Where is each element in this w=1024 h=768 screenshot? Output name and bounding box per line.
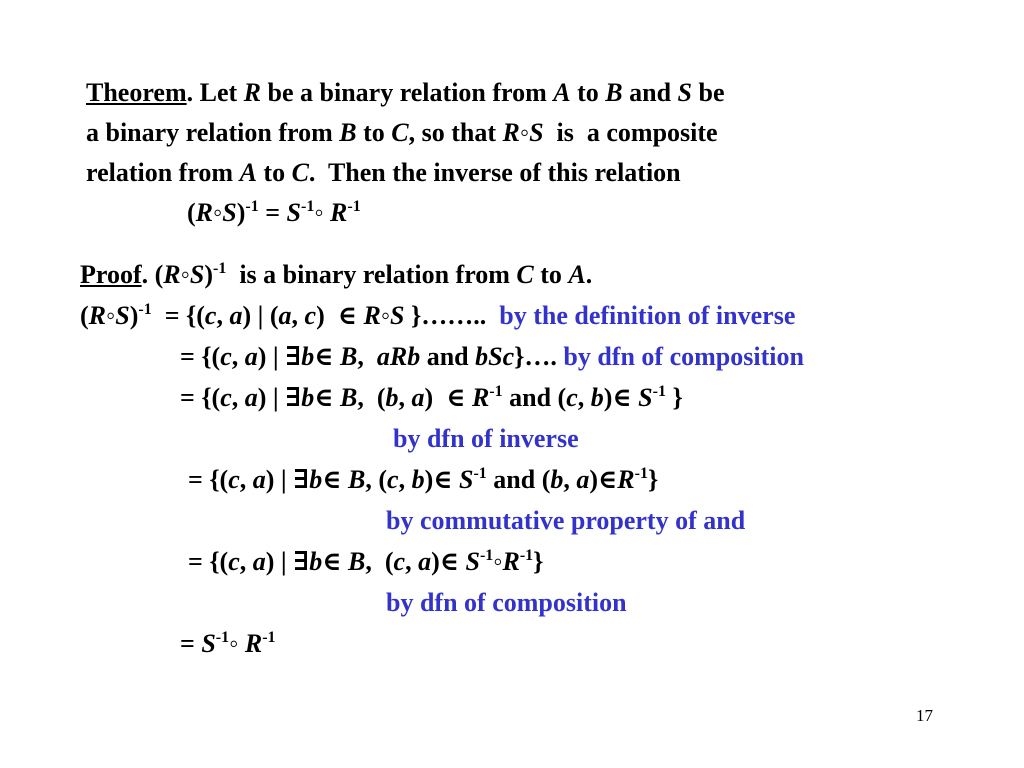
compose-op: ◦	[229, 629, 245, 658]
superscript: -1	[634, 465, 648, 482]
text: )	[236, 198, 246, 227]
var: R	[195, 198, 214, 227]
var: S	[189, 260, 205, 289]
text: }	[665, 383, 683, 412]
var: S	[677, 78, 693, 107]
var: a	[244, 342, 258, 371]
text: , (	[365, 547, 394, 576]
var: B	[340, 383, 358, 412]
text: .	[585, 260, 593, 289]
var: a	[252, 547, 266, 576]
var: a	[252, 465, 266, 494]
var: S	[458, 465, 474, 494]
var: c	[204, 301, 217, 330]
proof-line-1: Proof. (R◦S)$^{-1}$ is a binary relation from C to A.	[80, 260, 593, 289]
theorem-formula	[187, 196, 361, 230]
compose-op: ◦	[380, 301, 391, 330]
var: B	[605, 78, 623, 107]
text: is a composite	[543, 118, 718, 147]
var: S	[115, 301, 130, 330]
text: ) ∈	[316, 301, 364, 330]
var: B	[348, 547, 366, 576]
superscript: -1	[479, 547, 494, 564]
text: be	[692, 78, 725, 107]
superscript: -1	[473, 465, 487, 482]
var: a	[244, 383, 258, 412]
superscript: -1	[215, 629, 230, 646]
text: ,	[563, 465, 577, 494]
text: ) | ∃	[265, 547, 310, 576]
compose-op: ◦	[106, 301, 116, 330]
text: ,	[577, 383, 591, 412]
var: B	[340, 342, 358, 371]
compose-op: ◦	[180, 260, 190, 289]
var: B	[339, 118, 357, 147]
text: = {(	[188, 465, 229, 494]
superscript: -1	[519, 547, 534, 564]
text: ,	[231, 383, 245, 412]
text: ) | ∃	[265, 465, 310, 494]
text: ,	[231, 342, 245, 371]
var: a	[278, 301, 292, 330]
text: ,	[291, 301, 305, 330]
superscript: -1	[489, 383, 503, 400]
text: = {(	[180, 342, 221, 371]
var: b	[309, 465, 323, 494]
text: )∈	[589, 465, 618, 494]
text: and	[622, 78, 678, 107]
text: to	[570, 78, 606, 107]
text: = {(	[188, 547, 229, 576]
text: ) | (	[242, 301, 279, 330]
compose-op: ◦	[493, 547, 503, 576]
step-2-reason: by dfn of composition	[563, 342, 804, 371]
text: relation from	[86, 158, 240, 187]
text: ) | ∃	[257, 342, 302, 371]
var: c	[393, 547, 406, 576]
superscript: -1	[213, 260, 227, 277]
var: S	[638, 383, 653, 412]
var: R	[163, 260, 181, 289]
text: to	[256, 158, 292, 187]
text: and	[420, 342, 476, 371]
var: S	[201, 629, 216, 658]
proof-step-6	[180, 627, 276, 661]
theorem-line-3	[86, 156, 681, 190]
var: R	[502, 118, 520, 147]
theorem-line-1: Theorem. Let R be a binary relation from A to B and S be	[86, 78, 725, 107]
var: b	[301, 342, 315, 371]
var: R	[244, 629, 263, 658]
var: A	[553, 78, 571, 107]
text: (	[187, 198, 196, 227]
text: , so that	[408, 118, 503, 147]
var: b	[301, 383, 315, 412]
var: aRb	[376, 342, 421, 371]
var: R	[330, 198, 348, 227]
var: R	[363, 301, 381, 330]
var: a	[418, 547, 432, 576]
text: }	[647, 465, 659, 494]
text: ∈	[314, 342, 341, 371]
proof-step-4	[188, 463, 658, 497]
proof-step-3	[180, 381, 683, 415]
var: S	[286, 198, 301, 227]
text: }……..	[404, 301, 500, 330]
step-3-reason: by dfn of inverse	[393, 424, 579, 453]
superscript: -1	[138, 301, 152, 318]
step-4-reason: by commutative property of and	[386, 506, 746, 535]
page-number: 17	[916, 706, 933, 725]
text: = {(	[180, 383, 221, 412]
text: ) ∈	[424, 383, 472, 412]
var: b	[411, 465, 425, 494]
theorem-line-2	[86, 116, 718, 150]
var: c	[566, 383, 578, 412]
compose-op: ◦	[213, 198, 223, 227]
var: R	[243, 78, 262, 107]
text: to	[533, 260, 569, 289]
proof-label: Proof	[80, 260, 142, 289]
var: R	[88, 301, 107, 330]
text: ,	[239, 465, 253, 494]
text: =	[180, 629, 202, 658]
proof-step-5	[188, 545, 543, 579]
text: ) | ∃	[257, 383, 302, 412]
var: R	[502, 547, 520, 576]
text: , (	[357, 383, 386, 412]
var: c	[387, 465, 399, 494]
var: b	[309, 547, 323, 576]
var: c	[220, 342, 232, 371]
superscript: -1	[262, 629, 276, 646]
text: ∈	[322, 547, 349, 576]
text: )∈	[424, 465, 459, 494]
step-5-reason: by dfn of composition	[386, 588, 627, 617]
text: be a binary relation from	[261, 78, 554, 107]
var: a	[229, 301, 243, 330]
var: B	[348, 465, 366, 494]
var: bSc	[475, 342, 515, 371]
text: ,	[239, 547, 253, 576]
var: b	[385, 383, 399, 412]
var: c	[228, 547, 240, 576]
var: A	[568, 260, 586, 289]
text: ∈	[314, 383, 341, 412]
step-1-reason: by the definition of inverse	[499, 301, 796, 330]
text: . Then the inverse of this relation	[308, 158, 681, 187]
text: }	[533, 547, 544, 576]
var: a	[576, 465, 590, 494]
var: S	[465, 547, 480, 576]
var: C	[291, 158, 309, 187]
text: ,	[357, 342, 377, 371]
text: )∈	[431, 547, 466, 576]
theorem-label: Theorem	[86, 78, 187, 107]
text: }….	[514, 342, 564, 371]
var: C	[391, 118, 409, 147]
var: S	[390, 301, 405, 330]
compose-op: ◦	[314, 198, 331, 227]
text: =	[258, 198, 287, 227]
text: and (	[502, 383, 567, 412]
var: c	[304, 301, 317, 330]
text: Let	[199, 78, 244, 107]
var: S	[222, 198, 237, 227]
superscript: -1	[652, 383, 666, 400]
text: ,	[405, 547, 419, 576]
text: a binary relation from	[86, 118, 340, 147]
text: (	[154, 260, 164, 289]
text: ,	[216, 301, 230, 330]
superscript: -1	[301, 198, 315, 215]
superscript: -1	[245, 198, 259, 215]
proof-step-1	[80, 299, 795, 333]
var: c	[220, 383, 232, 412]
var: C	[516, 260, 534, 289]
compose-op: ◦	[519, 118, 530, 147]
text: )	[204, 260, 213, 289]
proof-step-2	[180, 340, 804, 374]
var: A	[239, 158, 257, 187]
var: R	[471, 383, 490, 412]
var: R	[617, 465, 635, 494]
text: ,	[398, 465, 412, 494]
var: c	[228, 465, 240, 494]
text: )	[129, 301, 139, 330]
text: is a binary relation from	[226, 260, 517, 289]
superscript: -1	[347, 198, 361, 215]
var: a	[411, 383, 425, 412]
text: , (	[365, 465, 388, 494]
var: b	[590, 383, 604, 412]
text: and (	[486, 465, 551, 494]
text: (	[80, 301, 89, 330]
var: b	[550, 465, 564, 494]
text: ∈	[322, 465, 349, 494]
var: S	[529, 118, 544, 147]
text: ,	[398, 383, 412, 412]
text: = {(	[151, 301, 205, 330]
text: )∈	[603, 383, 639, 412]
text: to	[356, 118, 392, 147]
